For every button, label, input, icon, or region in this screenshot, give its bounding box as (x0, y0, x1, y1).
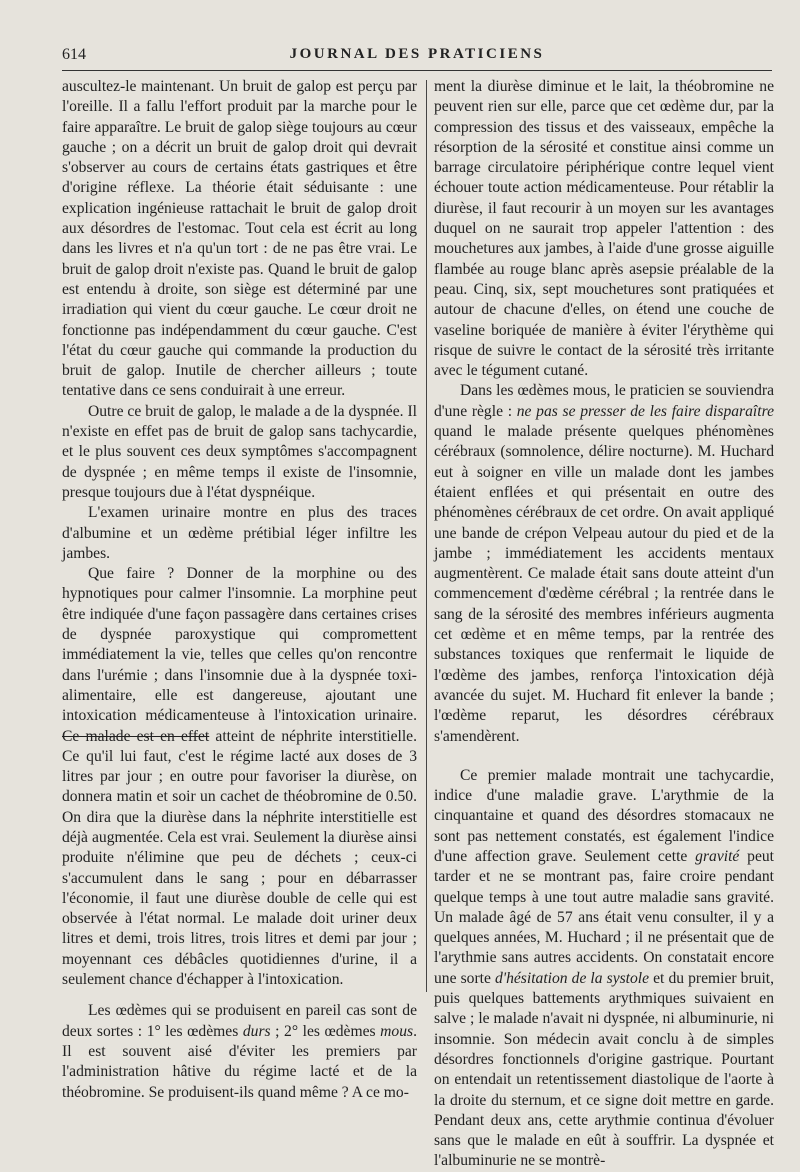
italic-term: d'hésitation de la systole (494, 969, 650, 987)
text-run: quand le malade présente quelques phénomènes cérébraux (somnolence, délire nocturne). M. Huchard eut à soigner en ville un malade dont les jambes étaient enflées et qui présentait en outre des phénomènes cérébraux de cet ordre. On avait appliqué une bande de crépon Velpeau autour du pied et de la jambe ; immédiatement les accidents mentaux augmentèrent. Ce malade était sans doute atteint d'un commencement d'œdème cérébral ; la rentrée dans le sang de la sérosité des membres inférieurs augmenta cet œdème et en même temps, par la rentrée des substances toxiques que renfermait le liquide de l'œdème des jambes, renforça l'intoxication déjà avancée du sujet. M. Huchard fit enlever la bande ; l'œdème reparut, les désordres cérébraux s'amendèrent. (434, 423, 774, 745)
text-run: Dans les œdèmes mous, le praticien se souviendra d'une règle : (434, 382, 774, 420)
page-header (62, 42, 772, 68)
text-run: Les œdèmes qui se produisent en pareil cas sont de deux sortes : 1° les œdèmes (62, 1002, 417, 1040)
paragraph: Outre ce bruit de galop, le malade a de la dyspnée. Il n'existe en effet pas de bruit de galop sans tachycardie, et le plus souvent ces deux symptômes s'accompagnent de dyspnée ; en même temps il existe de l'insomnie, presque toujours due à l'état dyspnéique. (62, 402, 417, 501)
header-rule (62, 70, 772, 71)
right-column (434, 77, 774, 1172)
paragraph: L'examen urinaire montre en plus des traces d'albumine et un œdème prétibial léger infiltre les jambes. (62, 504, 417, 562)
paragraph (434, 766, 774, 1172)
page-number: 614 (62, 46, 86, 63)
italic-term: mous (380, 1022, 414, 1040)
italic-rule: ne pas se presser de les faire disparaître (516, 402, 774, 420)
column-divider (426, 80, 427, 992)
text-run: Que faire ? Donner de la morphine ou des hypnotiques pour calmer l'insomnie. La morphine peut être indiquée d'une façon passagère dans certaines crises de dyspnée paroxystique qui compromettent immédiatement la vie, telles que celles qu'on rencontre dans l'urémie ; dans l'insomnie due à la dyspnée toxi-alimentaire, elle est dangereuse, ajoutant une intoxication médicamenteuse à l'intoxication urinaire. (62, 565, 417, 725)
text-run: Ce premier malade montrait une tachycardie, indice d'une maladie grave. L'arythmie de la cinquantaine et quand des désordres stomacaux ne sont pas nettement constatés, est également l'indice d'une affection grave. Seulement cette (434, 766, 774, 865)
text-run: atteint de néphrite interstitielle. Ce qu'il lui faut, c'est le régime lacté aux doses de 3 litres par jour ; en outre pour favoriser la diurèse, on donnera matin et soir un cachet de théobromine de 0.50. On dira que la diurèse dans la néphrite interstitielle est déjà augmentée. Cela est vrai. Seulement la diurèse ainsi produite n'élimine que peu de déchets ; ceux-ci s'accumulent dans le sang ; pour en débarrasser l'économie, il faut une diurèse double de celle qui est observée à l'état normal. Le malade doit uriner deux litres et demi, trois litres, trois litres et demi par jour ; moyennant ces débâcles quotidiennes d'urine, il a seulement chance d'échapper à l'intoxication. (62, 727, 417, 989)
struck-text: Ce malade est en effet (62, 727, 210, 745)
italic-term: durs (242, 1022, 271, 1040)
left-column (62, 77, 417, 1103)
paragraph: ment la diurèse diminue et le lait, la théobromine ne peuvent rien sur elle, parce que cet œdème dur, par la compression des tissus et des vaisseaux, empêche la résorption de la sérosité et constitue ainsi comme un barrage circulatoire périphérique contre lequel vient échouer toute action médicamenteuse. Pour rétablir la diurèse, il faut recourir à un moyen sur les avantages duquel on ne saurait trop appeler l'attention : des mouchetures aux jambes, à l'aide d'une grosse aiguille flambée au rouge blanc après asepsie préalable de la peau. Cinq, six, sept mouchetures sont pratiquées et autour de chacune d'elles, on étend une couche de vaseline boriquée de manière à éviter l'érythème qui risque de suivre le contact de la sérosité très irritante avec le tégument cutané. (434, 78, 774, 380)
paragraph (62, 564, 417, 990)
paragraph (434, 381, 774, 746)
text-run: ; 2° les œdèmes (270, 1022, 381, 1040)
text-run: . Il est souvent aisé d'éviter les premiers par l'administration hâtive du régime lacté et de la théobromine. Se produisent-ils quand même ? A ce mo- (62, 1022, 418, 1101)
text-run: peut tarder et ne se montrant pas, faire croire pendant quelque temps à une tout autre maladie sans gravité. Un malade âgé de 57 ans était venu consulter, il y a quelques années, M. Huchard ; il ne présentait que de l'arythmie sans autres accidents. On constatait encore une sorte (434, 847, 774, 987)
italic-term: gravité (695, 847, 740, 865)
running-title: JOURNAL DES PRATICIENS (289, 46, 545, 62)
paragraph: auscultez-le maintenant. Un bruit de galop est perçu par l'oreille. Il a fallu l'effort produit par la marche pour le faire apparaître. Le bruit de galop siège toujours au cœur gauche ; on a décrit un bruit de galop droit qui devrait s'observer au cours de certains états gastriques et être d'origine réflexe. La théorie était séduisante : une explication ingénieuse rattachait le bruit de galop droit aux désordres de l'estomac. Tout cela est écrit au long dans les livres et n'a qu'un tort : de ne pas être vrai. Le bruit de galop droit n'existe pas. Quand le bruit de galop est entendu à droite, son siège est déterminé par une irradiation qui vient du cœur gauche. Le cœur droit ne fonctionne pas indépendamment du cœur gauche. C'est l'état du cœur gauche qui commande la production du bruit de galop. Inutile de chercher ailleurs ; toute tentative dans ce sens conduirait à une erreur. (62, 78, 417, 400)
paragraph (62, 1001, 417, 1102)
text-run: et du premier bruit, puis quelques battements arythmiques suivaient en salve ; le malade n'avait ni dyspnée, ni albuminurie, ni insomnie. Son médecin avait conclu à de simples désordres fonctionnels d'origine gastrique. Pourtant on entendait un retentissement diastolique de l'aorte à la droite du sternum, et ce signe doit mettre en garde. Pendant deux ans, cette arythmie continua d'évoluer sans que le malade en eût à souffrir. La dyspnée et l'albuminurie ne se montrè- (434, 969, 775, 1170)
